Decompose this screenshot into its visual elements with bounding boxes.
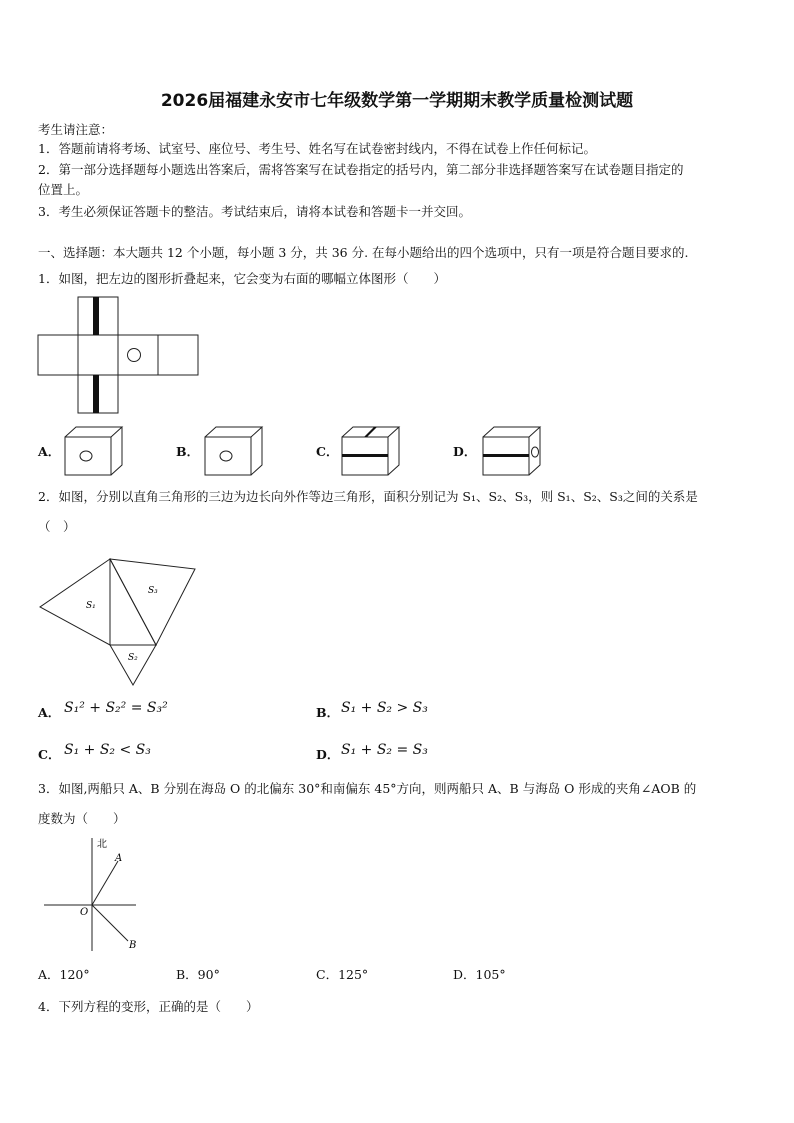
option-d-label: D．	[453, 444, 477, 459]
section-heading: 一、选择题：本大题共 12 个小题，每小题 3 分，共 36 分. 在每小题给出的四个选项中，只有一项是符合题目要求的.	[38, 245, 689, 260]
option-c-cube	[340, 425, 402, 477]
direction-figure	[40, 833, 150, 955]
option-a-label: A．	[38, 444, 61, 459]
option-c-label: C．	[316, 444, 339, 459]
notice-item: 1．答题前请将考场、试室号、座位号、考生号、姓名写在试卷密封线内，不得在试卷上作任何标记。	[38, 141, 596, 156]
q2-option-a-label: A．	[38, 705, 61, 720]
question-4-stem: 4．下列方程的变形，正确的是（ ）	[38, 999, 259, 1014]
q2-option-a-expr: S₁² + S₂² = S₃²	[64, 700, 168, 716]
s3-label: S₃	[148, 586, 158, 596]
notice-item: 位置上。	[38, 182, 89, 197]
q2-option-d-expr: S₁ + S₂ = S₃	[341, 742, 428, 758]
s1-label: S₁	[86, 601, 96, 611]
point-a-label: A	[115, 853, 123, 864]
point-b-label: B	[129, 940, 137, 951]
q2-option-c-label: C．	[38, 747, 61, 762]
q3-option-c: C．125°	[316, 967, 369, 982]
notice-item: 3．考生必须保证答题卡的整洁。考试结束后，请将本试卷和答题卡一并交回。	[38, 204, 471, 219]
point-o-label: O	[80, 907, 89, 918]
notice-heading: 考生请注意：	[38, 122, 114, 137]
option-d-cube	[481, 425, 543, 477]
option-a-cube	[63, 425, 125, 477]
q2-option-b-label: B．	[316, 705, 340, 720]
q2-option-d-label: D．	[316, 747, 340, 762]
question-1-stem: 1．如图，把左边的图形折叠起来，它会变为右面的哪幅立体图形（ ）	[38, 271, 446, 286]
question-3-stem: 3．如图,两船只 A、B 分别在海岛 O 的北偏东 30°和南偏东 45°方向，则两船只 A、B 与海岛 O 形成的夹角∠AOB 的	[38, 781, 697, 796]
question-2-stem: 2．如图，分别以直角三角形的三边为边长向外作等边三角形，面积分别记为 S₁、S₂、S₃，则 S₁、S₂、S₃之间的关系是	[38, 489, 698, 504]
option-b-label: B．	[176, 444, 200, 459]
q2-option-b-expr: S₁ + S₂ > S₃	[341, 700, 428, 716]
s2-label: S₂	[128, 653, 138, 663]
page-title: 2026届福建永安市七年级数学第一学期期末教学质量检测试题	[160, 91, 634, 111]
question-2-stem-cont: （ ）	[38, 519, 76, 534]
notice-item: 2．第一部分选择题每小题选出答案后，需将答案写在试卷指定的括号内，第二部分非选择题答案写在试卷题目指定的	[38, 162, 684, 177]
north-label: 北	[97, 839, 107, 850]
q3-option-b: B．90°	[176, 967, 220, 982]
option-b-cube	[203, 425, 265, 477]
cube-net-figure	[36, 295, 200, 419]
q3-option-d: D．105°	[453, 967, 506, 982]
q3-option-a: A．120°	[38, 967, 90, 982]
question-3-stem-cont: 度数为（ ）	[38, 811, 126, 826]
q2-option-c-expr: S₁ + S₂ < S₃	[64, 742, 151, 758]
triangles-figure	[36, 553, 202, 693]
